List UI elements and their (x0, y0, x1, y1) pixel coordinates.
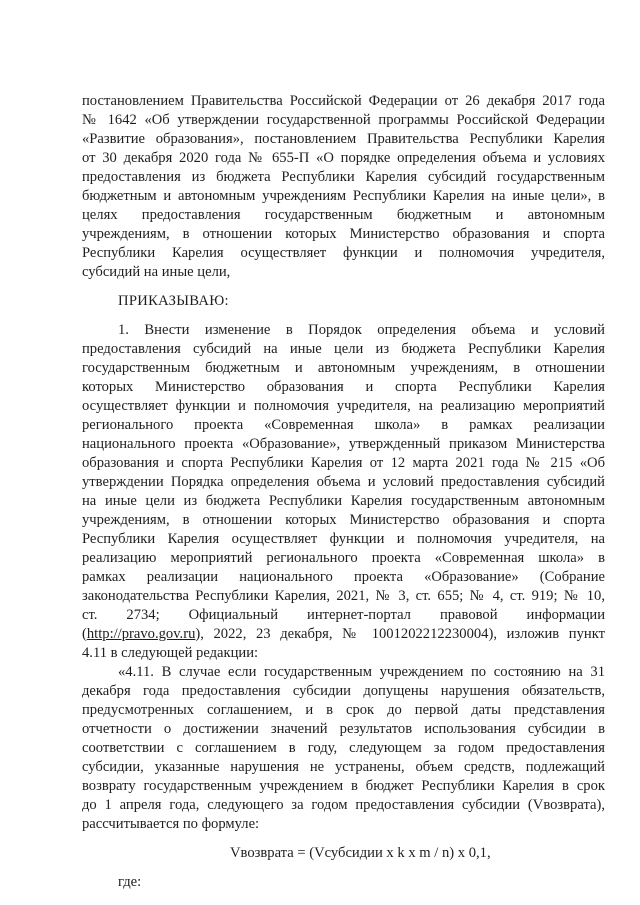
preamble-line: от 30 декабря 2020 года № 655-П «О порядке определения объема и условиях (82, 150, 605, 166)
item1-line-rest: ), 2022, 23 декабря, № 1001202212230004), изложив пункт (195, 626, 605, 642)
item1-line-with-link (82, 626, 605, 643)
preamble-line: Республики Карелия осуществляет функции и полномочия учредителя, (82, 245, 605, 261)
formula-where: где: (118, 874, 142, 890)
item1-line: регионального проекта «Современная школа» в рамках реализации (82, 417, 605, 433)
item1-line: утверждении Порядка определения объема и условий предоставления субсидий (82, 474, 605, 490)
preamble-line: постановлением Правительства Российской Федерации от 26 декабря 2017 года (82, 93, 605, 109)
formula: Vвозврата = (Vсубсидии x k x m / n) x 0,1, (230, 845, 491, 861)
clause-line: субсидии, указанные нарушения не устранены, объем средств, подлежащий (82, 759, 605, 775)
preamble-line: № 1642 «Об утверждении государственной программы Российской Федерации (82, 112, 605, 128)
item1-line: законодательства Республики Карелия, 2021, № 3, ст. 655; № 4, ст. 919; № 10, (82, 588, 605, 604)
item1-line: Республики Карелия осуществляет функции и полномочия учредителя, на (82, 531, 605, 547)
item1-line: предоставления субсидий на иные цели из бюджета Республики Карелия (82, 341, 605, 357)
order-heading: ПРИКАЗЫВАЮ: (118, 293, 229, 309)
item1-line: реализацию мероприятий регионального проекта «Современная школа» в (82, 550, 605, 566)
item1-line: на иные цели из бюджета Республики Карелия государственным автономным (82, 493, 605, 509)
clause-line: до 1 апреля года, следующего за годом предоставления субсидии (Vвозврата), (82, 797, 605, 813)
item1-line: которых Министерство образования и спорта Республики Карелия (82, 379, 605, 395)
item1-line: ст. 2734; Официальный интернет-портал правовой информации (82, 607, 605, 623)
clause-line: декабря года предоставления субсидии допущены нарушения обязательств, (82, 683, 605, 699)
item1-line: осуществляет функции и полномочия учредителя, на реализацию мероприятий (82, 398, 605, 414)
preamble-line: субсидий на иные цели, (82, 264, 231, 280)
item1-line: 1. Внести изменение в Порядок определения объема и условий (118, 322, 605, 338)
clause-line: предусмотренных соглашением, и в срок до первой даты представления (82, 702, 605, 718)
open-paren: ( (82, 626, 87, 642)
item1-line: рамках реализации национального проекта «Образование» (Собрание (82, 569, 605, 585)
preamble-line: целях предоставления государственным бюджетным и автономным (82, 207, 605, 223)
item1-tail: 4.11 в следующей редакции: (82, 645, 259, 661)
item1-line: национального проекта «Образование», утвержденный приказом Министерства (82, 436, 605, 452)
preamble-line: бюджетным и автономным учреждениям Республики Карелия на иные цели», в (82, 188, 605, 204)
item1-line: учреждениям, в отношении которых Министерство образования и спорта (82, 512, 605, 528)
pravo-link[interactable]: http://pravo.gov.ru (86, 626, 196, 642)
clause-line: соответствии с соглашением в году, следующем за годом предоставления (82, 740, 605, 756)
clause-line: отчетности о достижении значений результатов использования субсидии в (82, 721, 605, 737)
clause-line: возврату государственным учреждением в бюджет Республики Карелия в срок (82, 778, 605, 794)
preamble-line: предоставления из бюджета Республики Карелия субсидий государственным (82, 169, 605, 185)
clause-tail: рассчитывается по формуле: (82, 816, 260, 832)
clause-line: «4.11. В случае если государственным учреждением по состоянию на 31 (118, 664, 605, 680)
preamble-line: учреждениям, в отношении которых Министерство образования и спорта (82, 226, 605, 242)
preamble-line: «Развитие образования», постановлением Правительства Республики Карелия (82, 131, 605, 147)
item1-line: государственным бюджетным и автономным учреждениям, в отношении (82, 360, 605, 376)
item1-line: образования и спорта Республики Карелия от 12 марта 2021 года № 215 «Об (82, 455, 605, 471)
